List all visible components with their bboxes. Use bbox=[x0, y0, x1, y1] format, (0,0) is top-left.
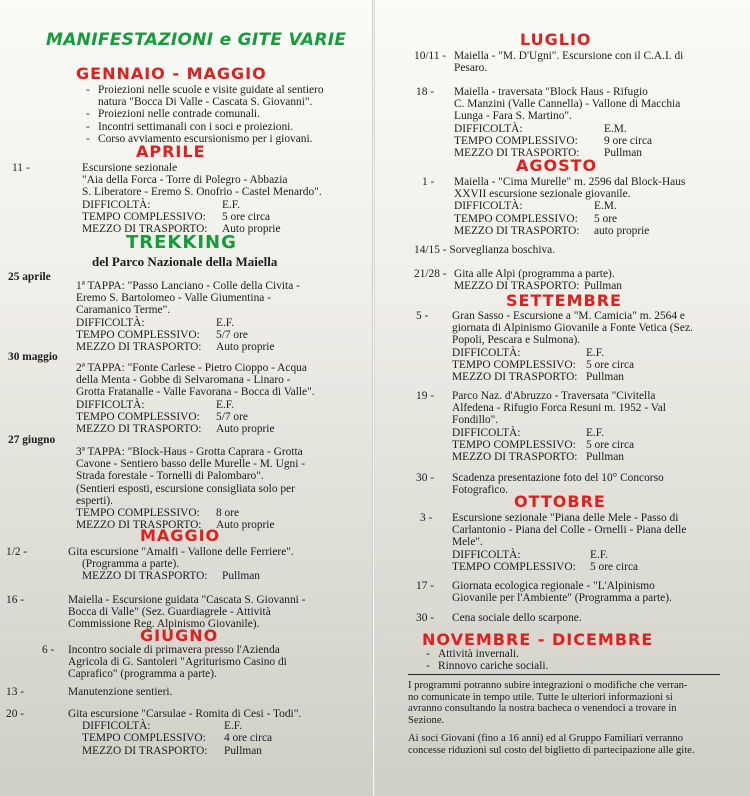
section-ottobre: OTTOBRE bbox=[514, 492, 606, 511]
tappa2-date: 30 maggio bbox=[8, 351, 58, 363]
section-settembre: SETTEMBRE bbox=[506, 291, 622, 310]
gennaio-list bbox=[84, 84, 354, 145]
section-novembre-dicembre: NOVEMBRE - DICEMBRE bbox=[422, 630, 654, 649]
trekking-subtitle: del Parco Nazionale della Maiella bbox=[92, 254, 278, 269]
page-fold bbox=[372, 0, 375, 796]
list-item: - Proiezioni nelle contrade comunali. bbox=[84, 108, 354, 120]
list-item: - Incontri settimanali con i soci e proiezioni. bbox=[84, 121, 354, 133]
event-agosto-14-15: 14/15 - Sorveglianza boschiva. bbox=[414, 244, 556, 256]
tappa1-date: 25 aprile bbox=[8, 271, 51, 283]
footer-note-1: I programmi potranno subire integrazioni o modifiche che verran- no comunicate in tempo utile. Tutte le ulteriori informazioni si avranno consultando la nostra bacheca o venendoci a trovare in Sezione. bbox=[408, 680, 688, 726]
novembre-list bbox=[424, 648, 724, 672]
list-item: - Rinnovo cariche sociali. bbox=[424, 660, 724, 672]
page-title: MANIFESTAZIONI e GITE VARIE bbox=[46, 30, 347, 50]
list-item: - Attività invernali. bbox=[424, 648, 724, 660]
list-item: - Corso avviamento escursionismo per i giovani. bbox=[84, 133, 354, 145]
footer-note-2: Ai soci Giovani (fino a 16 anni) ed al Gruppo Familiari verranno concesse riduzioni sul costo del biglietto di partecipazione alle gite. bbox=[408, 733, 695, 756]
tappa3-date: 27 giugno bbox=[8, 434, 56, 446]
section-giugno: GIUGNO bbox=[140, 626, 219, 645]
section-agosto: AGOSTO bbox=[516, 156, 598, 175]
right-column: LUGLIO 10/11 - Maiella - "M. D'Ugni". Escursione con il C.A.I. di Pesaro. 18 - Maiella - traversata "Block Haus - Rifugio C. Manzini (Valle Cannella) - Vallone di Macchia Lunga - Fara S. Martino". DIFFICOLTÀ: E.M. TEMPO COMPLESSIVO: 9 ore circa MEZZO DI TRASPORTO: Pullman AGOSTO 1 - Maiella - "Cima Murelle" m. 2596 dal Block-Haus XXVII escursione sezionale giovanile. DIFFICOLTÀ: E.M. TEMPO COMPLESSIVO: 5 ore MEZZO DI TRASPORTO: auto proprie 14/15 - Sorveglianza boschiva. 21/28 - Gita alle Alpi (programma a parte). MEZZO DI TRASPORTO: Pullman SETTEMBRE 5 - Gran Sasso - Escursione a "M. Camicia" m. 2564 e giornata di Alpinismo Giovanile a Fonte Vetica (Sez. Popoli, Pescara e Sulmona). DIFFICOLTÀ: E.F. TEMPO COMPLESSIVO: 5 ore circa MEZZO DI TRASPORTO: Pullman 19 - Parco Naz. d'Abruzzo - Traversata "Civitella Alfedena - Rifugio Forca Resuni m. 1952 - Val Fondillo". DIFFICOLTÀ: E.F. TEMPO COMPLESSIVO: 5 ore circa MEZZO DI TRASPORTO: Pullman 30 - Scadenza presentazione foto del 10° Concorso Fotografico. OTTOBRE 3 - Escursione sezionale "Piana delle Mele - Passo di Carlantonio - Piana del Colle - Ornelli - Piana delle Mele". DIFFICOLTÀ: E.F. TEMPO COMPLESSIVO: 5 ore circa 17 - Giornata ecologica regionale - "L'Alpinismo Giovanile per l'Ambiente" (Programma a parte). 30 - Cena sociale dello scarpone. NOVEMBRE - DICEMBRE - Attività invernali. - Rinnovo cariche sociali. I programmi potranno subire integrazioni o modifiche che verran- no comunicate in tempo utile. Tutte le ulteriori informazioni si avranno consultando la nostra bacheca o venendoci a trovare in Sezione. Ai soci Giovani (fino a 16 anni) ed al Gruppo Familiari verranno concesse riduzioni sul costo del biglietto di partecipazione alle gite. bbox=[386, 0, 736, 796]
section-trekking: TREKKING bbox=[126, 232, 237, 253]
section-luglio: LUGLIO bbox=[520, 30, 592, 49]
section-aprile: APRILE bbox=[136, 142, 206, 161]
section-maggio: MAGGIO bbox=[140, 526, 221, 545]
list-item: - Proiezioni nelle scuole e visite guidate al sentiero natura "Bocca Di Valle - Cascata S. Giovanni". bbox=[84, 84, 354, 108]
section-gennaio-maggio: GENNAIO - MAGGIO bbox=[76, 64, 267, 83]
divider bbox=[408, 674, 720, 675]
left-column: MANIFESTAZIONI e GITE VARIE GENNAIO - MAGGIO - Proiezioni nelle scuole e visite guidate al sentiero natura "Bocca Di Valle - Cascata S. Giovanni". - Proiezioni nelle contrade comunali. - Incontri settimanali con i soci e proiezioni. - Corso avviamento escursionismo per i giovani. APRILE 11 - Escursione sezionale "Aia della Forca - Torre di Polegro - Abbazia S. Liberatore - Eremo S. Onofrio - Castel Menardo". DIFFICOLTÀ: E.F. TEMPO COMPLESSIVO: 5 ore circa MEZZO DI TRASPORTO: Auto proprie TREKKING del Parco Nazionale della Maiella 25 aprile 1ª TAPPA: "Passo Lanciano - Colle della Civita - Eremo S. Bartolomeo - Valle Giumentina - Caramanico Terme". DIFFICOLTÀ: E.F. TEMPO COMPLESSIVO: 5/7 ore MEZZO DI TRASPORTO: Auto proprie 30 maggio 2ª TAPPA: "Fonte Carlese - Pietro Cioppo - Acqua della Menta - Gobbe di Selvaromana - Linaro - Grotta Fratanalle - Valle Favorana - Bocca di Valle". DIFFICOLTÀ: E.F. TEMPO COMPLESSIVO: 5/7 ore MEZZO DI TRASPORTO: Auto proprie 27 giugno 3ª TAPPA: "Block-Haus - Grotta Caprara - Grotta Cavone - Sentiero basso delle Murelle - M. Ugni - Strada forestale - Tornelli di Palombaro". (Sentieri esposti, escursione consigliata solo per esperti). TEMPO COMPLESSIVO: 8 ore MEZZO DI TRASPORTO: Auto proprie MAGGIO 1/2 - Gita escursione "Amalfi - Vallone delle Ferriere". (Programma a parte). MEZZO DI TRASPORTO: Pullman 16 - Maiella - Escursione guidata "Cascata S. Giovanni - Bocca di Valle" (Sez. Guardiagrele - Attività Commissione Reg. Alpinismo Giovanile). GIUGNO 6 - Incontro sociale di primavera presso l'Azienda Agricola di G. Santoleri "Agriturismo Casino di Caprafico" (programma a parte). 13 - Manutenzione sentieri. 20 - Gita escursione "Carsulae - Romita di Cesi - Todi". DIFFICOLTÀ: E.F. TEMPO COMPLESSIVO: 4 ore circa MEZZO DI TRASPORTO: Pullman bbox=[6, 0, 358, 796]
